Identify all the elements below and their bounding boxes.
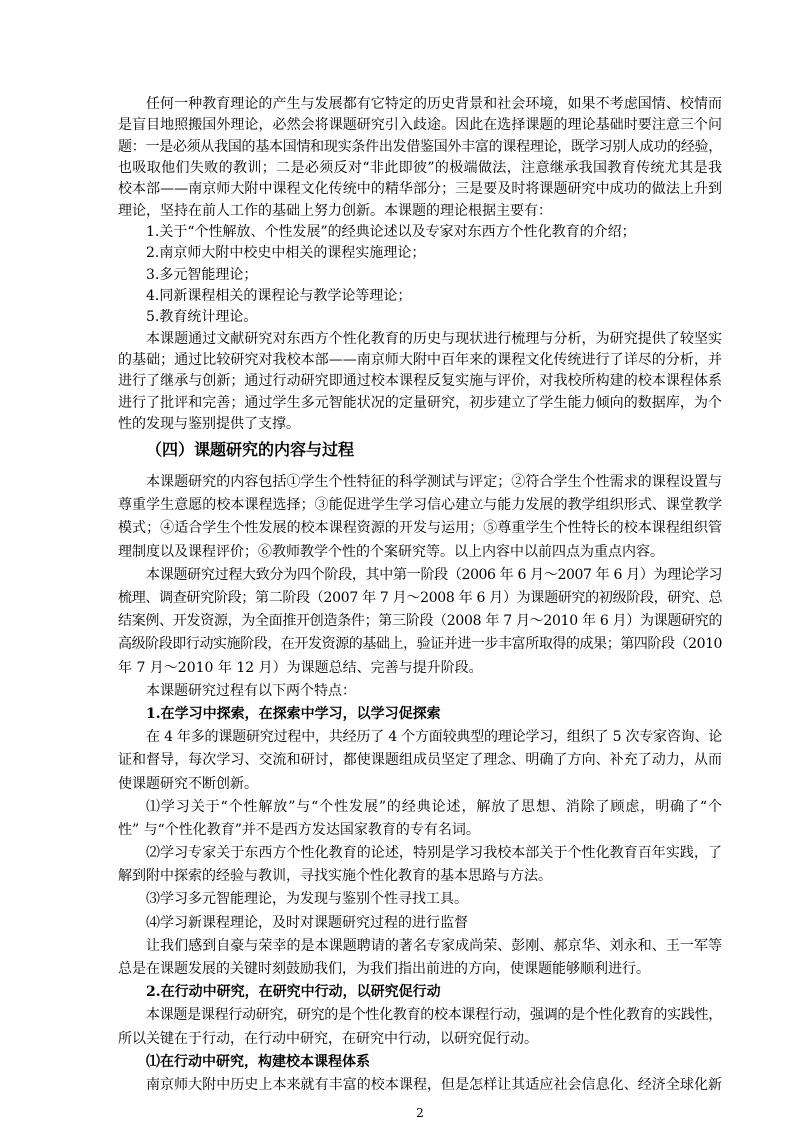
paragraph-line: 本课题研究过程有以下两个特点： [146, 683, 356, 699]
study-item-line: ⑵学习专家关于东西方个性化教育的论述，特别是学习我校本部关于个性化教育百年实践，了 [146, 845, 722, 861]
paragraph-line: 梳理、调查研究阶段；第二阶段（2007 年 7 月～2008 年 6 月）为课题研究的初级阶段，研究、总 [118, 590, 723, 606]
paragraph-line: 高级阶段即行动实施阶段，在开发资源的基础上，验证并进一步丰富所取得的成果；第四阶段（2010 [118, 636, 722, 652]
paragraph-line: 理论，坚持在前人工作的基础上努力创新。本课题的理论根据主要有： [118, 203, 552, 219]
paragraph-line: 进行了批评和完善；通过学生多元智能状况的定量研究，初步建立了学生能力倾向的数据库，为个 [118, 395, 722, 411]
subsection-heading: ⑴在行动中研究，构建校本课程体系 [146, 1054, 370, 1070]
section-heading: （四）课题研究的内容与过程 [146, 440, 355, 459]
paragraph-line: 证和督导，每次学习、交流和研讨，都使课题组成员坚定了理念、明确了方向、补充了动力，从而 [118, 752, 722, 768]
paragraph-line: 理制度以及课程评价；⑥教师教学个性的个案研究等。以上内容中以前四点为重点内容。 [118, 544, 664, 560]
paragraph-line: 结案例、开发资源，为全面推开创造条件；第三阶段（2008 年 7 月～2010 年 6 月）为课题研究的 [118, 613, 723, 629]
theory-list-item: 2.南京师大附中校史中相关的课程实施理论； [146, 245, 426, 261]
paragraph-line: 总是在课题发展的关键时刻鼓励我们，为我们指出前进的方向，使课题能够顺利进行。 [118, 961, 650, 977]
paragraph-line: 南京师大附中历史上本来就有丰富的校本课程，但是怎样让其适应社会信息化、经济全球化新 [146, 1077, 722, 1093]
paragraph-line: 让我们感到自豪与荣幸的是本课题聘请的著名专家成尚荣、彭刚、郝京华、刘永和、王一军等 [146, 938, 722, 954]
paragraph-line: 本课题通过文献研究对东西方个性化教育的历史与现状进行梳理与分析，为研究提供了较坚实 [146, 331, 722, 347]
paragraph-line: 是盲目地照搬国外理论，必然会将课题研究引入歧途。因此在选择课题的理论基础时要注意三个问 [118, 117, 722, 133]
paragraph-line: 本课题研究的内容包括①学生个性特征的科学测试与评定；②符合学生个性需求的课程设置与 [146, 474, 722, 490]
paragraph-line: 校本部——南京师大附中课程文化传统中的精华部分；三是要及时将课题研究中成功的做法上升到 [118, 181, 722, 197]
paragraph-line: 本课题是课程行动研究，研究的是个性化教育的校本课程行动，强调的是个性化教育的实践性， [146, 1007, 722, 1023]
theory-list-item: 3.多元智能理论； [146, 267, 258, 283]
study-item-line: ⑷学习新课程理论，及时对课题研究过程的进行监督 [146, 915, 468, 931]
study-item-line: 解到附中探索的经验与教训，寻找实施个性化教育的基本思路与方法。 [118, 868, 552, 884]
paragraph-line: 使课题研究不断创新。 [118, 776, 258, 792]
paragraph-line: 尊重学生意愿的校本课程选择；③能促进学生学习信心建立与能力发展的教学组织形式、课堂教学 [118, 497, 722, 513]
paragraph-line: 也吸取他们失败的教训；二是必须反对“非此即彼”的极端做法，注意继承我国教育传统尤其是我 [118, 160, 722, 176]
theory-list-item: 4.同新课程相关的课程论与教学论等理论； [146, 288, 412, 304]
paragraph-line: 性的发现与鉴别提供了支撑。 [118, 416, 300, 432]
study-item-line: 性” 与“个性化教育”并不是西方发达国家教育的专有名词。 [118, 822, 480, 838]
paragraph-line: 任何一种教育理论的产生与发展都有它特定的历史背景和社会环境，如果不考虑国情、校情而 [146, 96, 722, 112]
study-item-line: ⑴学习关于“个性解放”与“个性发展”的经典论述，解放了思想、消除了顾虑，明确了“个 [146, 799, 722, 815]
theory-list-item: 1.关于“个性解放、个性发展”的经典论述以及专家对东西方个性化教育的介绍； [146, 224, 636, 240]
paragraph-line: 在 4 年多的课题研究过程中，共经历了 4 个方面较典型的理论学习，组织了 5 次专家咨询、论 [146, 729, 722, 745]
feature-heading: 1.在学习中探索，在探索中学习，以学习促探索 [146, 706, 441, 722]
paragraph-line: 所以关键在于行动，在行动中研究，在研究中行动，以研究促行动。 [118, 1031, 538, 1047]
paragraph-line: 题：一是必须从我国的基本国情和现实条件出发借鉴国外丰富的课程理论，既学习别人成功的经验， [118, 139, 722, 155]
page-number: 2 [416, 1106, 424, 1120]
paragraph-line: 进行了继承与创新；通过行动研究即通过校本课程反复实施与评价，对我校所构建的校本课程体系 [118, 373, 722, 389]
paragraph-line: 模式；④适合学生个性发展的校本课程资源的开发与运用；⑤尊重学生个性特长的校本课程组织管 [118, 520, 722, 536]
paragraph-line: 本课题研究过程大致分为四个阶段，其中第一阶段（2006 年 6 月～2007 年 6 月）为理论学习 [146, 567, 722, 583]
paragraph-line: 的基础；通过比较研究对我校本部——南京师大附中百年来的课程文化传统进行了详尽的分析，并 [118, 352, 722, 368]
feature-heading: 2.在行动中研究，在研究中行动，以研究促行动 [146, 984, 441, 1000]
paragraph-line: 年 7 月～2010 年 12 月）为课题总结、完善与提升阶段。 [118, 660, 483, 676]
theory-list-item: 5.教育统计理论。 [146, 309, 258, 325]
study-item-line: ⑶学习多元智能理论，为发现与鉴别个性寻找工具。 [146, 891, 468, 907]
